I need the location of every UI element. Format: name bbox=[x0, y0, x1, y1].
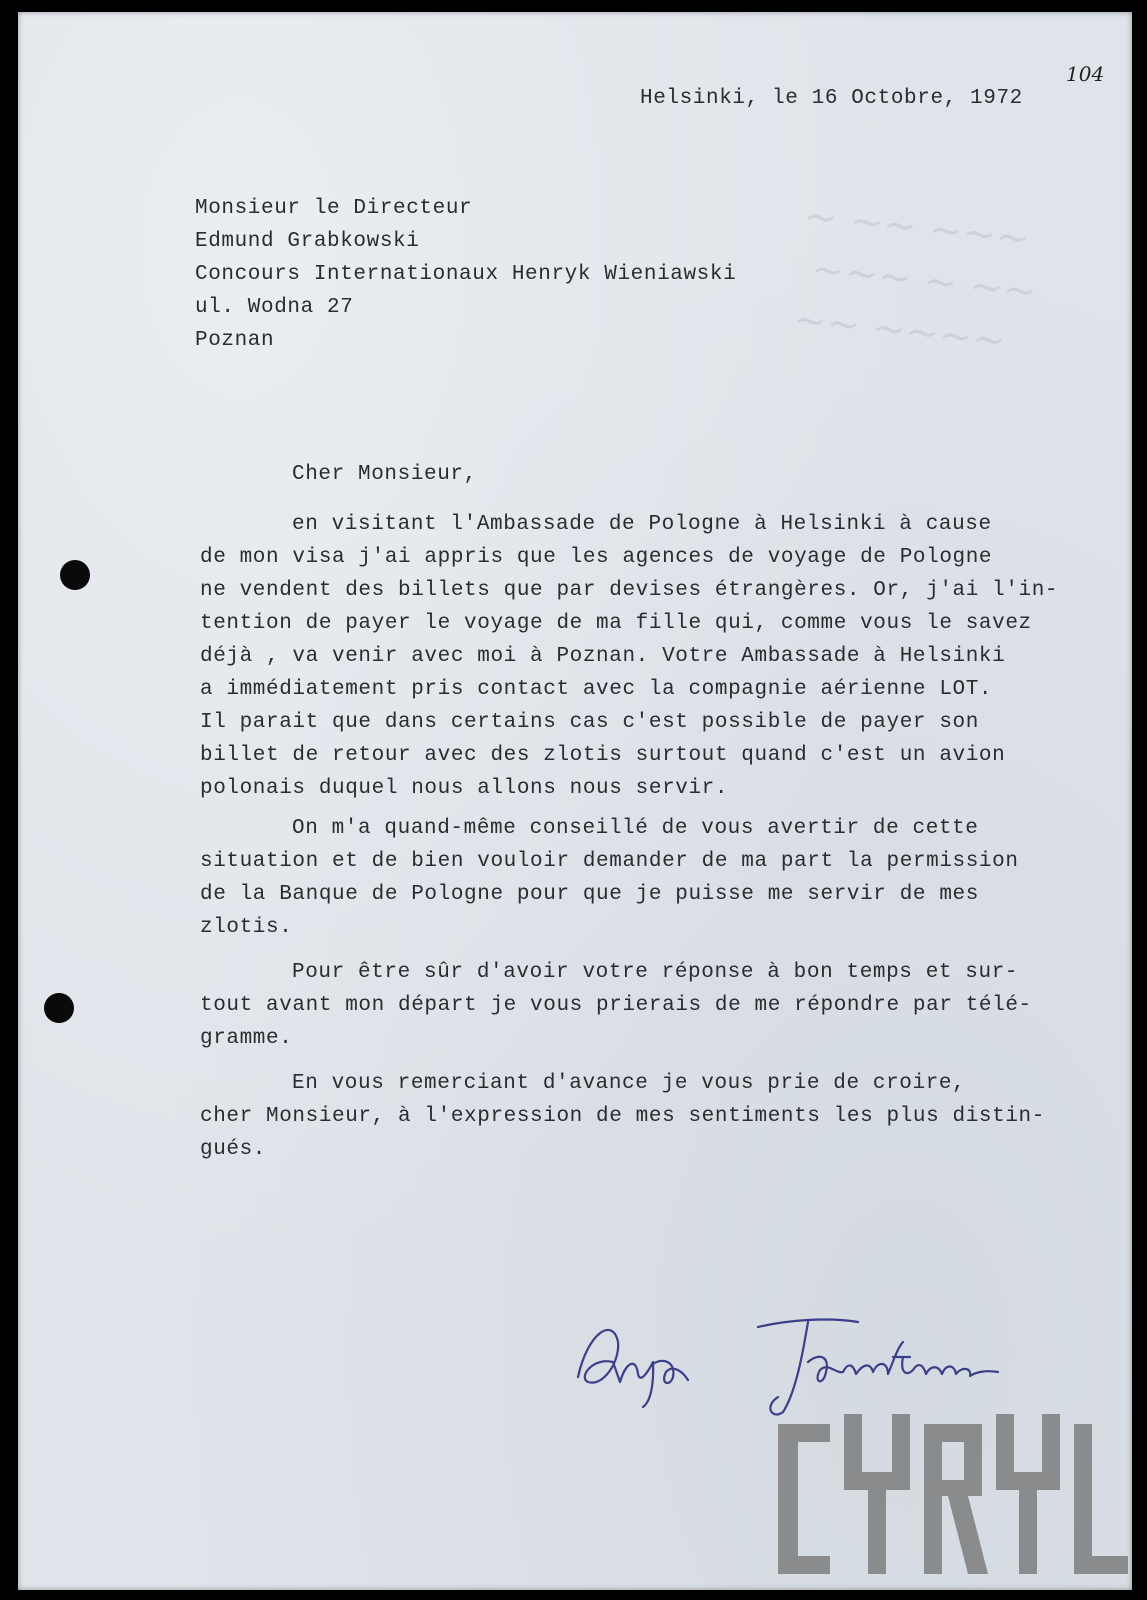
paragraph-line: billet de retour avec des zlotis surtout quand c'est un avion bbox=[200, 744, 1006, 767]
paragraph-line: polonais duquel nous allons nous servir. bbox=[200, 777, 729, 800]
recipient-line: ul. Wodna 27 bbox=[195, 296, 354, 319]
recipient-line: Monsieur le Directeur bbox=[195, 197, 473, 220]
paragraph-line: de la Banque de Pologne pour que je puisse me servir de mes bbox=[200, 883, 979, 906]
paragraph-line: On m'a quand-même conseillé de vous avertir de cette bbox=[292, 817, 979, 840]
paragraph-line: Pour être sûr d'avoir votre réponse à bon temps et sur- bbox=[292, 961, 1019, 984]
paragraph-line: a immédiatement pris contact avec la compagnie aérienne LOT. bbox=[200, 678, 993, 701]
paragraph-line: ne vendent des billets que par devises étrangères. Or, j'ai l'in- bbox=[200, 579, 1059, 602]
paragraph-line: en visitant l'Ambassade de Pologne à Helsinki à cause bbox=[292, 513, 992, 536]
punch-hole bbox=[60, 560, 90, 590]
paragraph-2 bbox=[200, 812, 1019, 944]
folio-number: 104 bbox=[1066, 62, 1105, 86]
paragraph-line: tout avant mon départ je vous prierais de me répondre par télé- bbox=[200, 994, 1032, 1017]
paragraph-line: situation et de bien vouloir demander de ma part la permission bbox=[200, 850, 1019, 873]
paragraph-line: de mon visa j'ai appris que les agences de voyage de Pologne bbox=[200, 546, 993, 569]
punch-hole bbox=[44, 993, 74, 1023]
recipient-line: Edmund Grabkowski bbox=[195, 230, 420, 253]
paragraph-4 bbox=[200, 1067, 1045, 1166]
date-line: Helsinki, le 16 Octobre, 1972 bbox=[640, 87, 1023, 110]
paragraph-line: Il parait que dans certains cas c'est possible de payer son bbox=[200, 711, 979, 734]
letter-page bbox=[18, 12, 1132, 1590]
cyryl-watermark-logo bbox=[778, 1404, 1128, 1584]
salutation: Cher Monsieur, bbox=[292, 463, 477, 486]
recipient-block bbox=[195, 192, 736, 357]
paragraph-line: tention de payer le voyage de ma fille qui, comme vous le savez bbox=[200, 612, 1032, 635]
paragraph-line: déjà , va venir avec moi à Poznan. Votre Ambassade à Helsinki bbox=[200, 645, 1006, 668]
paragraph-1 bbox=[200, 508, 1058, 805]
paragraph-line: zlotis. bbox=[200, 916, 293, 939]
paragraph-line: cher Monsieur, à l'expression de mes sentiments les plus distin- bbox=[200, 1105, 1045, 1128]
show-through-handwriting: ~ ~~ ~~~ ~~~ ~ ~~ ~~ ~~~~ bbox=[790, 192, 1039, 365]
recipient-line: Poznan bbox=[195, 329, 275, 352]
paragraph-3 bbox=[200, 956, 1032, 1055]
paragraph-line: En vous remerciant d'avance je vous prie de croire, bbox=[292, 1072, 966, 1095]
recipient-line: Concours Internationaux Henryk Wieniawski bbox=[195, 263, 737, 286]
paragraph-line: gramme. bbox=[200, 1027, 293, 1050]
paragraph-line: gués. bbox=[200, 1138, 267, 1161]
